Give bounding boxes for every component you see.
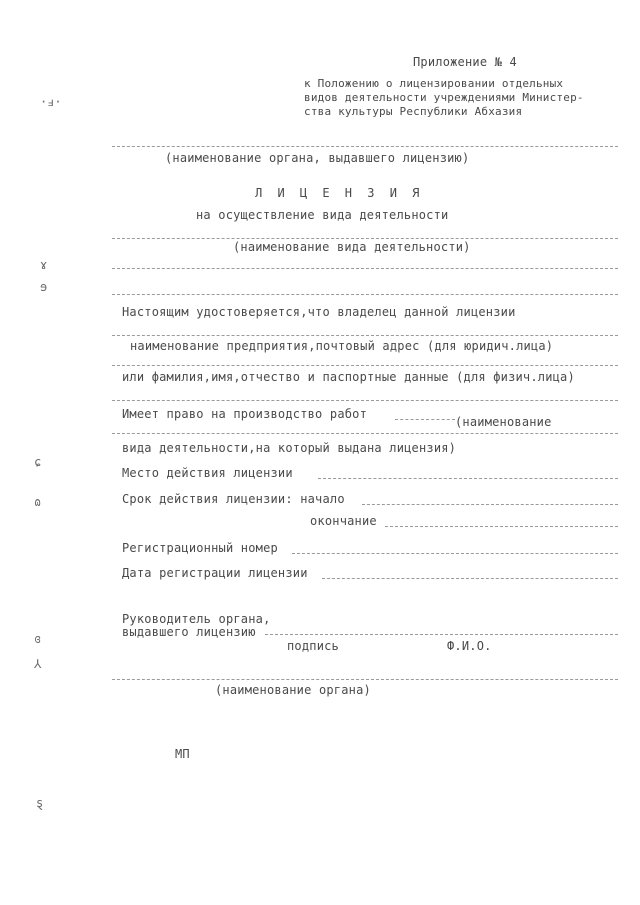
right-prefix: Имеет право на производство работ	[122, 407, 368, 421]
margin-mark-5: ɷ	[34, 495, 42, 509]
fio-hint: Ф.И.О.	[447, 639, 492, 653]
term-end-line	[385, 526, 618, 527]
person-line-2	[112, 400, 618, 401]
margin-mark-7: ⅄	[34, 657, 42, 671]
margin-mark-8: ȿ	[36, 796, 44, 810]
organ-hint: (наименование органа)	[215, 683, 371, 697]
term-start-line	[362, 504, 618, 505]
term-end-label: окончание	[310, 514, 377, 528]
head-label-2: выдавшего лицензию	[122, 625, 256, 639]
stamp-place: МП	[175, 747, 190, 761]
signature-line	[265, 634, 618, 635]
header-line-3: ства культуры Республики Абхазия	[304, 105, 523, 118]
issuer-hint: (наименование органа, выдавшего лицензию)	[165, 151, 470, 165]
organ-line	[112, 679, 618, 680]
reg-date-label: Дата регистрации лицензии	[122, 566, 308, 580]
right-fill-line	[395, 419, 455, 420]
reg-number-line	[292, 553, 618, 554]
person-hint: или фамилия,имя,отчество и паспортные данные (для физич.лица)	[122, 370, 575, 384]
activity-line-2	[112, 268, 618, 269]
margin-mark-3: ɘ	[40, 280, 48, 294]
margin-mark-2: ɤ	[40, 258, 48, 272]
margin-mark-1: ·ⅎ·	[40, 95, 62, 109]
right-hint-b: вида деятельности,на который выдана лицензия)	[122, 441, 457, 455]
right-line	[112, 433, 618, 434]
place-line	[318, 478, 618, 479]
reg-date-line	[322, 578, 618, 579]
term-label: Срок действия лицензии: начало	[122, 492, 345, 506]
margin-mark-6: ɞ	[34, 632, 42, 646]
entity-hint: наименование предприятия,почтовый адрес (для юридич.лица)	[130, 339, 554, 353]
person-line	[112, 365, 618, 366]
place-label: Место действия лицензии	[122, 466, 293, 480]
head-label-1: Руководитель органа,	[122, 612, 271, 626]
margin-mark-4: ɕ	[34, 455, 42, 469]
reg-number-label: Регистрационный номер	[122, 541, 278, 555]
activity-hint: (наименование вида деятельности)	[233, 240, 471, 254]
activity-line	[112, 238, 618, 239]
document-title: Л И Ц Е Н З И Я	[255, 186, 424, 200]
issuer-line	[112, 146, 618, 147]
header-line-1: к Положению о лицензировании отдельных	[304, 77, 564, 90]
right-hint-a: (наименование	[455, 415, 552, 429]
entity-line	[112, 335, 618, 336]
certify-text: Настоящим удостоверяется,что владелец данной лицензии	[122, 305, 516, 319]
header-line-2: видов деятельности учреждениями Министер-	[304, 91, 584, 104]
signature-hint: подпись	[287, 639, 339, 653]
document-subtitle: на осуществление вида деятельности	[196, 208, 449, 222]
appendix-label: Приложение № 4	[413, 55, 517, 69]
activity-line-3	[112, 294, 618, 295]
